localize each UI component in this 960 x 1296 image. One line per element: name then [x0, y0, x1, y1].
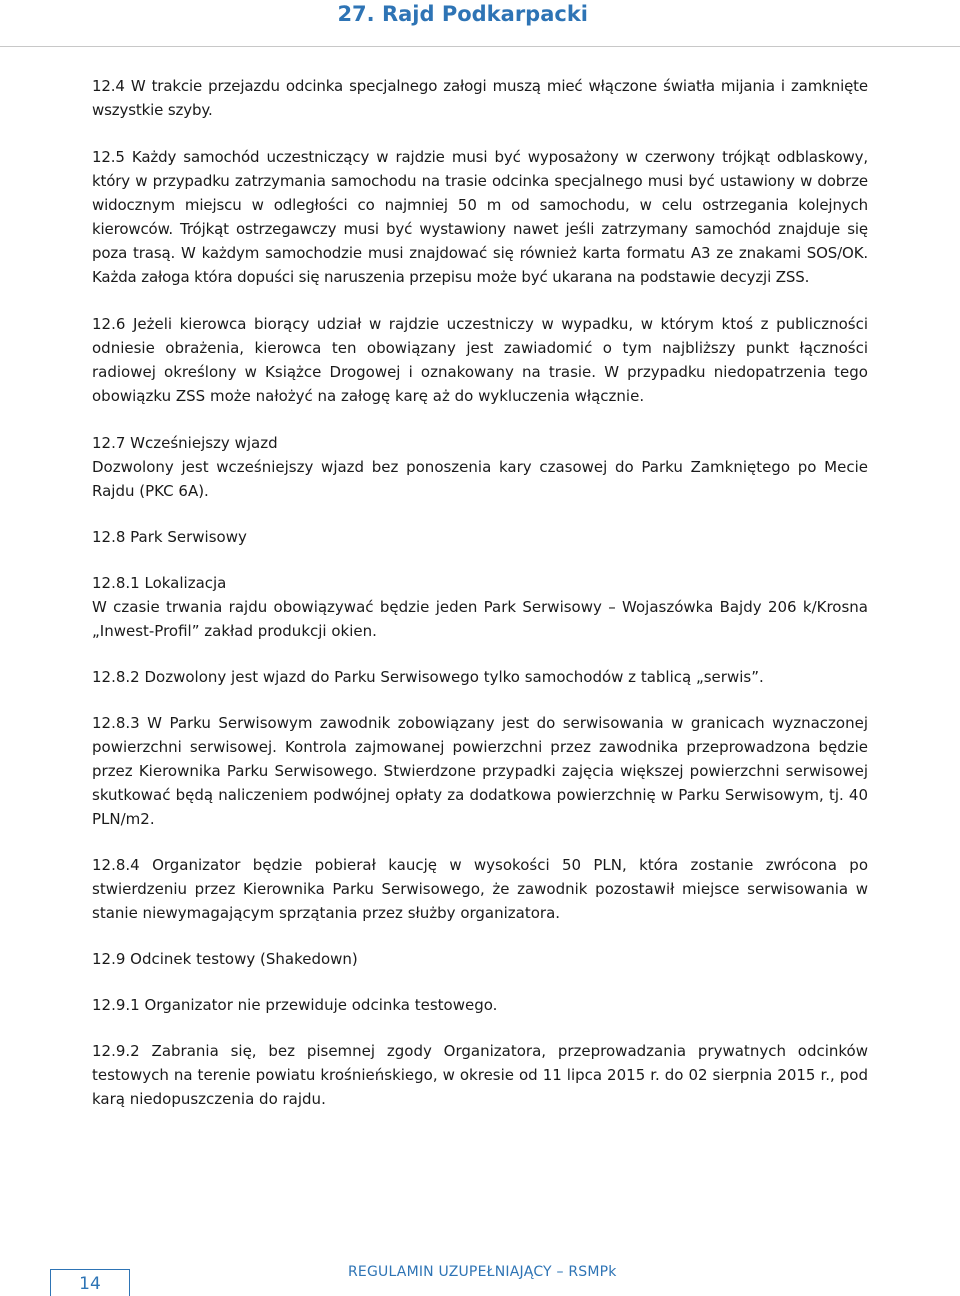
section-12-5	[92, 145, 868, 289]
section-text: Dozwolony jest wjazd do Parku Serwisowego tylko samochodów z tablicą „serwis”.	[144, 668, 764, 686]
heading-12-7: 12.7 Wcześniejszy wjazd	[92, 434, 278, 452]
page-number-box	[50, 1269, 130, 1296]
heading-12-8-1: 12.8.1 Lokalizacja	[92, 574, 227, 592]
header-divider	[0, 46, 960, 47]
section-number: 12.5	[92, 148, 125, 166]
heading-12-9: 12.9 Odcinek testowy (Shakedown)	[92, 950, 358, 968]
section-text: Jeżeli kierowca biorący udział w rajdzie uczestniczy w wypadku, w którym ktoś z publiczności odniesie obrażenia, kierowca ten obowiązany jest zawiadomić o tym najbliższy punkt łączności radiowej określony w Książce Drogowej i oznakowany na trasie. W przypadku niedopatrzenia tego obowiązku ZSS może nałożyć na załogę karę aż do wykluczenia włącznie.	[92, 315, 868, 405]
heading-12-8: 12.8 Park Serwisowy	[92, 528, 247, 546]
section-12-7-text: Dozwolony jest wcześniejszy wjazd bez ponoszenia kary czasowej do Parku Zamkniętego po Mecie Rajdu (PKC 6A).	[92, 458, 868, 500]
section-12-4	[92, 74, 868, 122]
section-number: 12.4	[92, 77, 125, 95]
section-text: Zabrania się, bez pisemnej zgody Organizatora, przeprowadzania prywatnych odcinków testowych na terenie powiatu krośnieńskiego, w okresie od 11 lipca 2015 r. do 02 sierpnia 2015 r., pod karą niedopuszczenia do rajdu.	[92, 1042, 868, 1108]
section-12-8-4	[92, 853, 868, 925]
section-number: 12.8.4	[92, 856, 140, 874]
section-number: 12.8.3	[92, 714, 140, 732]
section-number: 12.9.2	[92, 1042, 140, 1060]
section-number: 12.6	[92, 315, 126, 333]
page-footer	[0, 1250, 960, 1295]
document-title: 27. Rajd Podkarpacki	[337, 2, 588, 26]
page-number: 14	[79, 1274, 101, 1294]
section-12-9-1	[92, 993, 868, 1017]
section-12-6	[92, 312, 868, 408]
section-number: 12.9.1	[92, 996, 140, 1014]
section-12-8-2	[92, 665, 868, 689]
section-text: Organizator nie przewiduje odcinka testowego.	[144, 996, 498, 1014]
section-text: W Parku Serwisowym zawodnik zobowiązany jest do serwisowania w granicach wyznaczonej powierzchni serwisowej. Kontrola zajmowanej powierzchni przez zawodnika przeprowadzona będzie przez Kierownika Parku Serwisowego. Stwierdzone przypadki zajęcia większej powierzchni serwisowej skutkować będą naliczeniem podwójnej opłaty za dodatkowa powierzchnię w Parku Serwisowym, tj. 40 PLN/m2.	[92, 714, 868, 828]
section-text: Organizator będzie pobierał kaucję w wysokości 50 PLN, która zostanie zwrócona po stwierdzeniu przez Kierownika Parku Serwisowego, że zawodnik pozostawił miejsce serwisowania w stanie niewymagającym sprzątania przez służby organizatora.	[92, 856, 868, 922]
section-12-9-2	[92, 1039, 868, 1111]
footer-document-name: REGULAMIN UZUPEŁNIAJĄCY – RSMPk	[348, 1264, 617, 1280]
section-number: 12.8.2	[92, 668, 140, 686]
page-header	[0, 0, 960, 40]
section-12-8-3	[92, 711, 868, 831]
document-body	[92, 74, 868, 1111]
section-text: W trakcie przejazdu odcinka specjalnego załogi muszą mieć włączone światła mijania i zamknięte wszystkie szyby.	[92, 77, 868, 119]
section-12-8-1-text: W czasie trwania rajdu obowiązywać będzie jeden Park Serwisowy – Wojaszówka Bajdy 206 k/Krosna „Inwest-Profil” zakład produkcji okien.	[92, 598, 868, 640]
section-text: Każdy samochód uczestniczący w rajdzie musi być wyposażony w czerwony trójkąt odblaskowy, który w przypadku zatrzymania samochodu na trasie odcinka specjalnego musi być ustawiony w dobrze widocznym miejscu w odległości co najmniej 50 m od samochodu, w celu ostrzegania kolejnych kierowców. Trójkąt ostrzegawczy musi być wystawiony nawet jeśli zatrzymany samochód znajduje się poza trasą. W każdym samochodzie musi znajdować się również karta formatu A3 ze znakami SOS/OK. Każda załoga która dopuści się naruszenia przepisu może być ukarana na podstawie decyzji ZSS.	[92, 148, 868, 286]
